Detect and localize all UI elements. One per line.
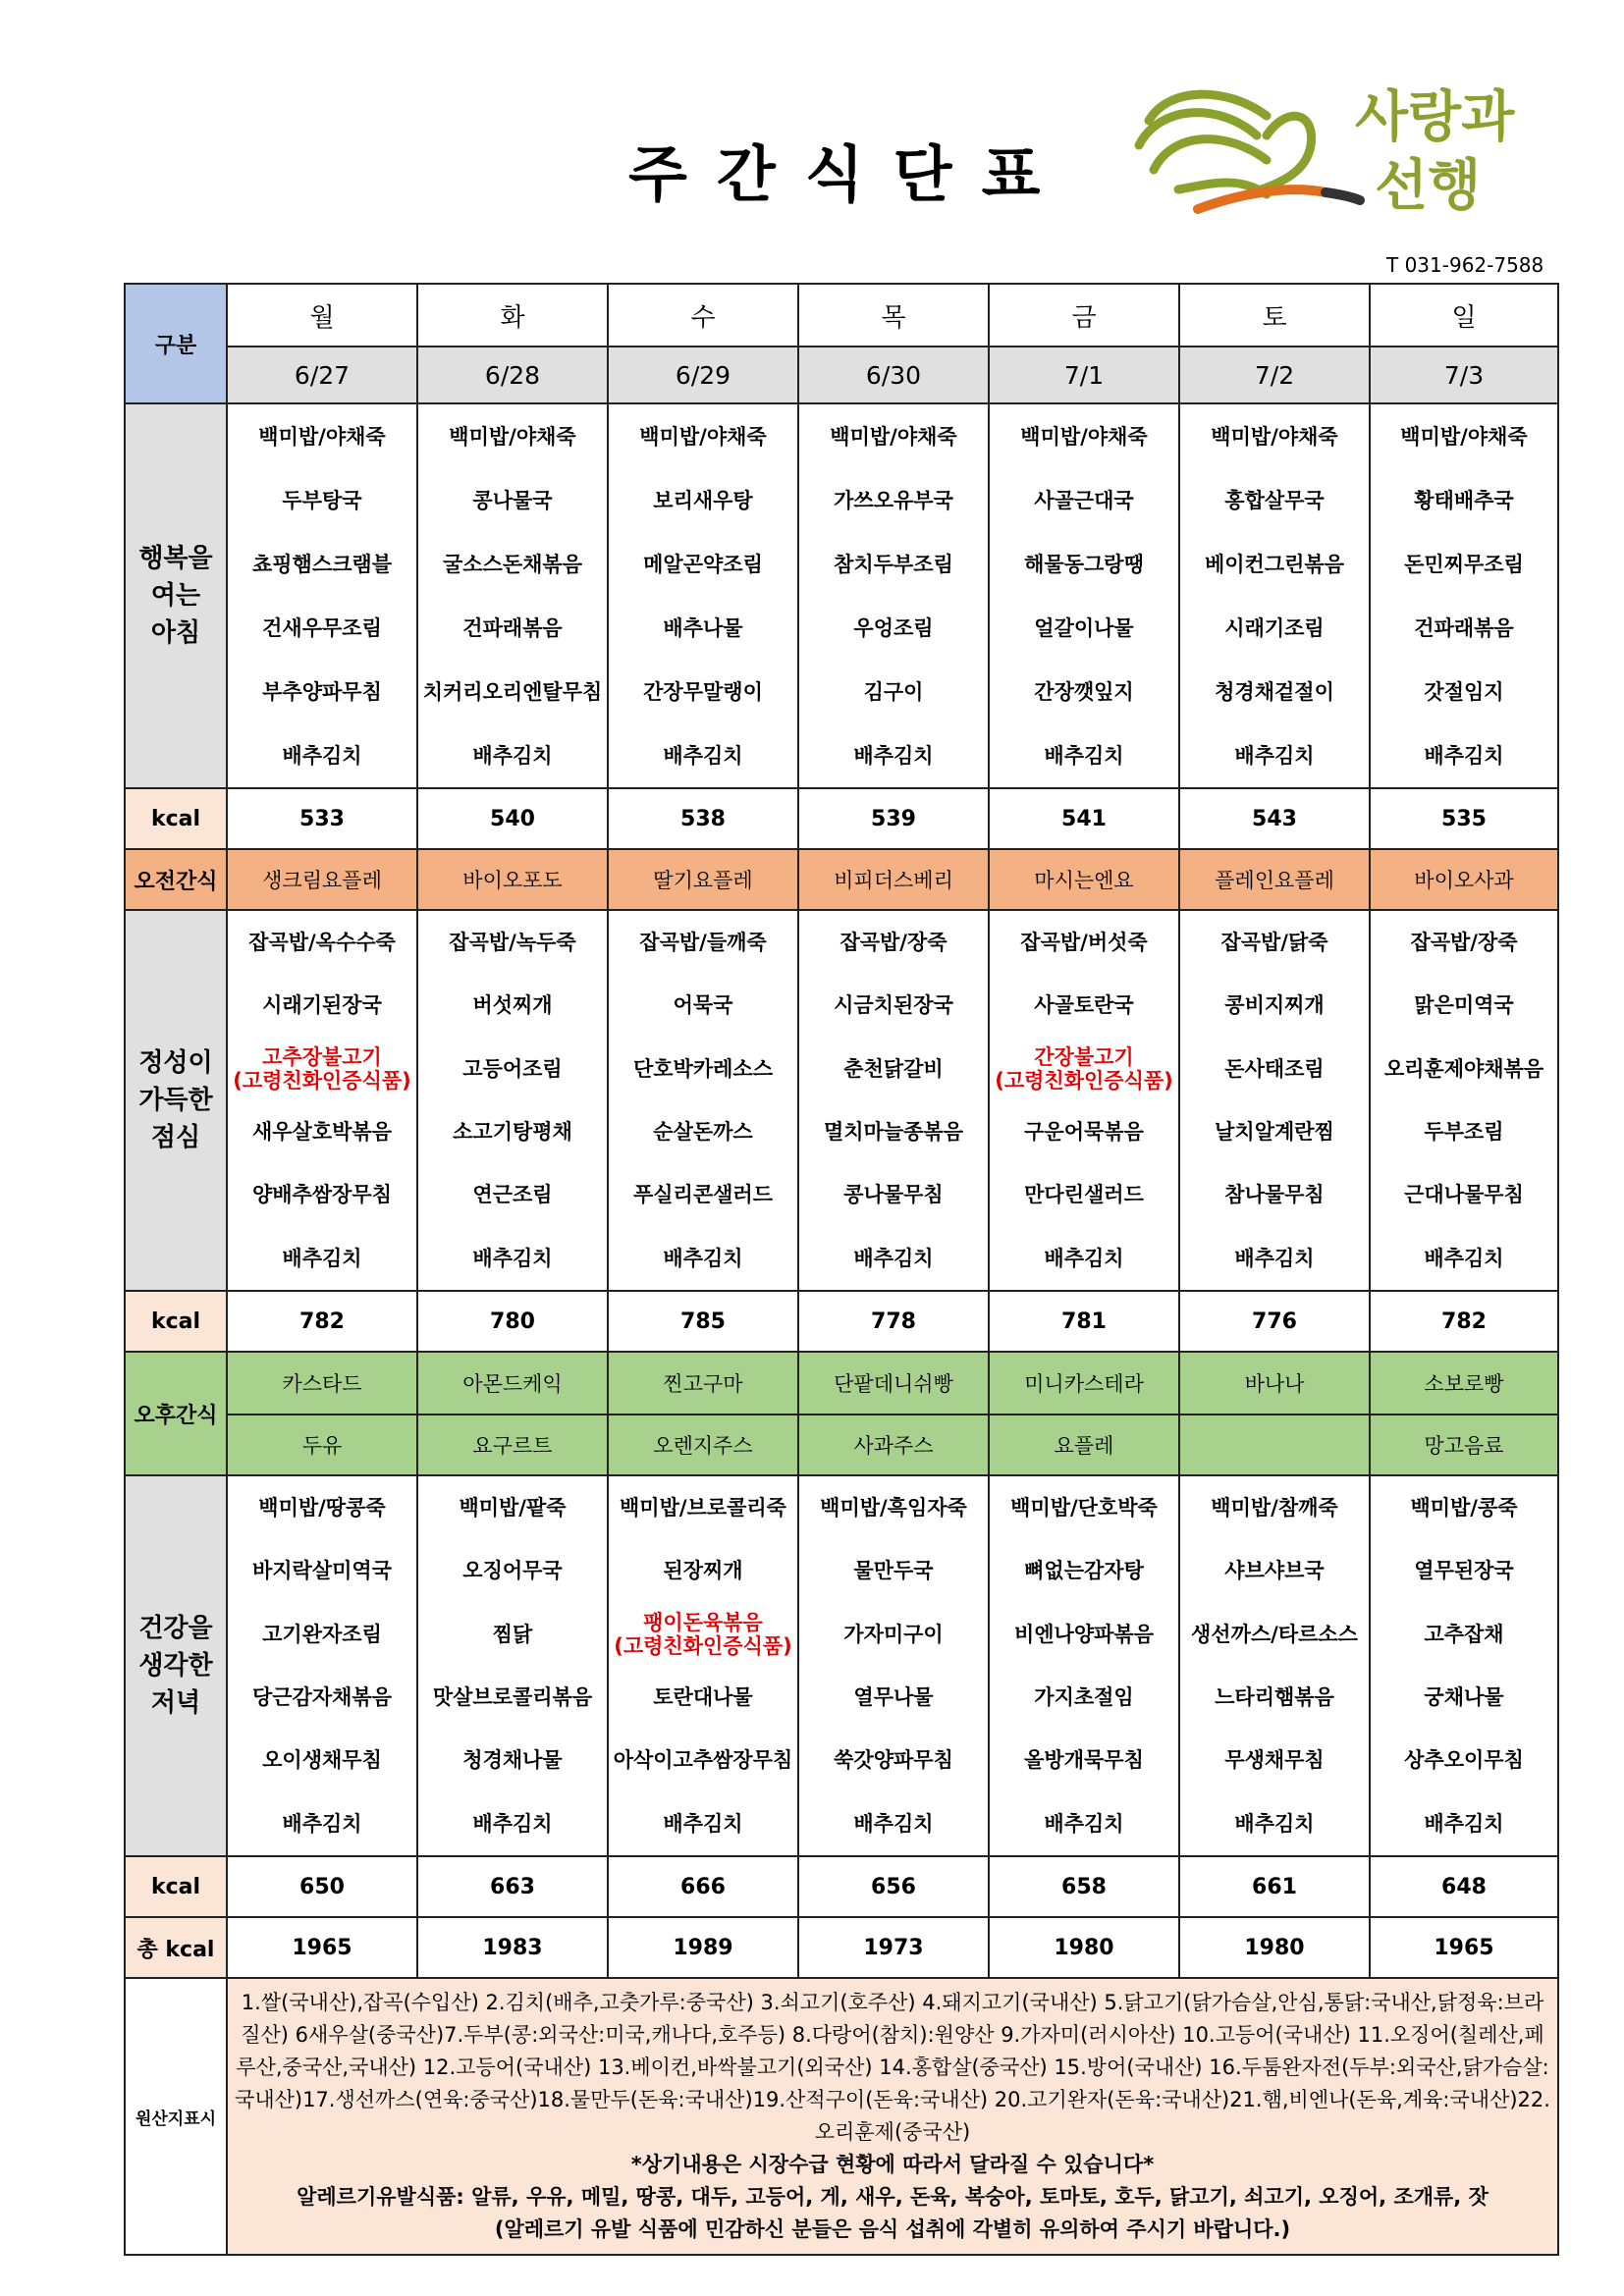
menu-item: 푸실리콘샐러드	[632, 1183, 773, 1207]
menu-item: 맛살브로콜리볶음	[432, 1685, 593, 1710]
menu-item: 배추김치	[1424, 1246, 1504, 1270]
lunch-cell	[989, 910, 1179, 1291]
day-header: 수	[608, 284, 798, 347]
date-header: 6/29	[608, 347, 798, 403]
menu-item: 느타리햄볶음	[1215, 1685, 1334, 1710]
total-kcal-value: 1989	[608, 1917, 798, 1978]
pm-snack-item: 요플레	[989, 1415, 1179, 1475]
meal-label-line: 정성이	[138, 1048, 213, 1078]
lunch-cell	[227, 910, 417, 1291]
menu-item: 바지락살미역국	[251, 1559, 392, 1583]
menu-item: 배추김치	[282, 743, 362, 768]
menu-item: 멸치마늘종볶음	[823, 1120, 963, 1145]
menu-item: 배추김치	[472, 1246, 553, 1270]
menu-item: 청경채나물	[462, 1748, 563, 1773]
menu-item: 배추김치	[1234, 1246, 1315, 1270]
day-header: 화	[417, 284, 608, 347]
breakfast-kcal-value: 543	[1179, 788, 1370, 849]
total-kcal-value: 1965	[1370, 1917, 1558, 1978]
menu-item: 가자미구이	[843, 1622, 944, 1646]
menu-item: 구운어묵볶음	[1024, 1120, 1144, 1145]
dinner-cell	[417, 1475, 608, 1856]
breakfast-cell	[1179, 403, 1370, 788]
dinner-kcal-label: kcal	[125, 1856, 227, 1917]
menu-item: 참치두부조림	[834, 552, 953, 576]
dinner-kcal-value: 661	[1179, 1856, 1370, 1917]
menu-item: 가지초절임	[1034, 1685, 1134, 1710]
am-snack-label: 오전간식	[125, 849, 227, 910]
menu-item: 청경채겉절이	[1215, 679, 1334, 704]
total-kcal-value: 1973	[798, 1917, 989, 1978]
total-kcal-value: 1965	[227, 1917, 417, 1978]
date-header: 6/30	[798, 347, 989, 403]
menu-item: 배추김치	[853, 743, 934, 768]
menu-item: 콩나물국	[472, 488, 553, 512]
pm-snack-item: 단팥데니쉬빵	[798, 1352, 989, 1415]
dinner-kcal-value: 663	[417, 1856, 608, 1917]
menu-item: 굴소스돈채볶음	[442, 552, 582, 576]
menu-item: 백미밥/야채죽	[830, 424, 957, 449]
lunch-kcal-value: 782	[1370, 1291, 1558, 1352]
dinner-cell	[608, 1475, 798, 1856]
menu-item: 우엉조림	[853, 615, 934, 640]
lunch-kcal-value: 776	[1179, 1291, 1370, 1352]
menu-item: 배추김치	[1044, 743, 1124, 768]
pm-snack-item: 사과주스	[798, 1415, 989, 1475]
menu-item: 간장무말랭이	[643, 679, 763, 704]
menu-item: 백미밥/야채죽	[639, 424, 767, 449]
lunch-kcal-value: 780	[417, 1291, 608, 1352]
dinner-label	[125, 1475, 227, 1856]
lunch-kcal-value: 785	[608, 1291, 798, 1352]
menu-item: 간장깻잎지	[1034, 679, 1134, 704]
logo	[1119, 77, 1532, 239]
total-kcal-value: 1980	[1179, 1917, 1370, 1978]
breakfast-kcal-value: 540	[417, 788, 608, 849]
menu-item: 생선까스/타르소스	[1191, 1622, 1358, 1646]
pm-snack-item: 망고음료	[1370, 1415, 1558, 1475]
menu-item: 비엔나양파볶음	[1013, 1622, 1154, 1646]
menu-item: 얼갈이나물	[1034, 615, 1134, 640]
day-header: 월	[227, 284, 417, 347]
menu-item: 사골토란국	[1034, 993, 1134, 1018]
menu-item: 잡곡밥/들깨죽	[639, 931, 767, 955]
breakfast-kcal-value: 539	[798, 788, 989, 849]
menu-item: 백미밥/브로콜리죽	[620, 1496, 786, 1521]
phone-number: T 031-962-7588	[1386, 253, 1544, 277]
breakfast-cell	[227, 403, 417, 788]
am-snack-item: 바이오포도	[417, 849, 608, 910]
menu-item: 백미밥/땅콩죽	[258, 1496, 386, 1521]
menu-item: 맑은미역국	[1414, 993, 1514, 1018]
menu-item: 날치알계란찜	[1215, 1120, 1334, 1145]
menu-item: 배추김치	[1044, 1246, 1124, 1270]
menu-item: 잡곡밥/닭죽	[1220, 931, 1328, 955]
dinner-kcal-value: 656	[798, 1856, 989, 1917]
pm-snack-item: 카스타드	[227, 1352, 417, 1415]
logo-text-line2: 선행	[1375, 154, 1482, 218]
menu-item: 고등어조림	[462, 1056, 563, 1081]
breakfast-kcal-value: 535	[1370, 788, 1558, 849]
breakfast-cell	[1370, 403, 1558, 788]
menu-item: 고기완자조림	[262, 1622, 382, 1646]
menu-item: 배추김치	[1424, 1811, 1504, 1836]
date-header: 6/27	[227, 347, 417, 403]
menu-item: 잡곡밥/옥수수죽	[248, 931, 396, 955]
breakfast-kcal-label: kcal	[125, 788, 227, 849]
menu-item: 가쓰오유부국	[834, 488, 953, 512]
menu-item: 참나물무침	[1224, 1183, 1325, 1207]
pm-snack-item: 오렌지주스	[608, 1415, 798, 1475]
pm-snack-item: 두유	[227, 1415, 417, 1475]
menu-item: 쑥갓양파무침	[834, 1748, 953, 1773]
menu-item: 백미밥/야채죽	[449, 424, 576, 449]
menu-item: 배추김치	[853, 1246, 934, 1270]
am-snack-item: 딸기요플레	[608, 849, 798, 910]
menu-item: 어묵국	[673, 993, 733, 1018]
menu-item: 버섯찌개	[472, 993, 553, 1018]
dinner-cell	[989, 1475, 1179, 1856]
menu-item: 시금치된장국	[834, 993, 953, 1018]
lunch-kcal-value: 781	[989, 1291, 1179, 1352]
day-header: 토	[1179, 284, 1370, 347]
menu-item: 돈사태조림	[1224, 1056, 1325, 1081]
logo-hands-icon	[1139, 94, 1312, 194]
menu-item: 배추김치	[1234, 743, 1315, 768]
menu-item: 단호박카레소스	[632, 1056, 773, 1081]
menu-item: 백미밥/팥죽	[459, 1496, 567, 1521]
pm-snack-item	[1179, 1415, 1370, 1475]
menu-item: 시래기된장국	[262, 993, 382, 1018]
menu-item: 사골근대국	[1034, 488, 1134, 512]
menu-item: 백미밥/야채죽	[258, 424, 386, 449]
dinner-kcal-value: 658	[989, 1856, 1179, 1917]
menu-item: 백미밥/야채죽	[1211, 424, 1338, 449]
date-header: 6/28	[417, 347, 608, 403]
am-snack-item: 바이오사과	[1370, 849, 1558, 910]
total-kcal-label: 총 kcal	[125, 1917, 227, 1978]
menu-item: 백미밥/야채죽	[1020, 424, 1148, 449]
menu-item: 고추장불고기 (고령친화인증식품)	[233, 1044, 411, 1093]
day-header: 목	[798, 284, 989, 347]
date-header: 7/3	[1370, 347, 1558, 403]
am-snack-item: 플레인요플레	[1179, 849, 1370, 910]
menu-item: 오징어무국	[462, 1559, 563, 1583]
menu-item: 메알곤약조림	[643, 552, 763, 576]
origin-notice3: (알레르기 유발 식품에 민감하신 분들은 음식 섭취에 각별히 유의하여 주시기 바랍니다.)	[494, 2217, 1291, 2241]
menu-item: 찜닭	[492, 1622, 533, 1646]
menu-item: 간장불고기 (고령친화인증식품)	[995, 1044, 1173, 1093]
menu-item: 배추김치	[282, 1811, 362, 1836]
menu-item: 잡곡밥/장죽	[839, 931, 947, 955]
menu-item: 샤브샤브국	[1224, 1559, 1325, 1583]
origin-notice1: *상기내용은 시장수급 현황에 따라서 달라질 수 있습니다*	[630, 2153, 1155, 2176]
lunch-kcal-label: kcal	[125, 1291, 227, 1352]
pm-snack-item: 소보로빵	[1370, 1352, 1558, 1415]
pm-snack-label: 오후간식	[125, 1352, 227, 1475]
meal-label-line: 아침	[150, 618, 201, 648]
menu-item: 아삭이고추쌈장무침	[613, 1748, 793, 1773]
menu-item: 김구이	[863, 679, 924, 704]
meal-label-line: 여는	[150, 581, 201, 611]
pm-snack-item: 미니카스테라	[989, 1352, 1179, 1415]
lunch-cell	[1370, 910, 1558, 1291]
dinner-cell	[798, 1475, 989, 1856]
menu-item: 부추양파무침	[262, 679, 382, 704]
breakfast-cell	[608, 403, 798, 788]
menu-item: 토란대나물	[653, 1685, 753, 1710]
lunch-cell	[1179, 910, 1370, 1291]
lunch-cell	[608, 910, 798, 1291]
breakfast-kcal-value: 533	[227, 788, 417, 849]
date-header: 7/1	[989, 347, 1179, 403]
menu-item: 콩비지찌개	[1224, 993, 1325, 1018]
total-kcal-value: 1983	[417, 1917, 608, 1978]
dinner-kcal-value: 666	[608, 1856, 798, 1917]
menu-item: 배추나물	[663, 615, 743, 640]
menu-item: 배추김치	[1044, 1811, 1124, 1836]
meal-label-line: 생각한	[138, 1651, 213, 1681]
menu-item: 오리훈제야채볶음	[1383, 1056, 1544, 1081]
lunch-kcal-value: 782	[227, 1291, 417, 1352]
menu-item: 배추김치	[472, 743, 553, 768]
gubun-header: 구분	[125, 284, 227, 403]
menu-item: 건새우무조림	[262, 615, 382, 640]
menu-item: 잡곡밥/녹두죽	[449, 931, 576, 955]
breakfast-kcal-value: 538	[608, 788, 798, 849]
dinner-cell	[1179, 1475, 1370, 1856]
menu-item: 잡곡밥/버섯죽	[1020, 931, 1148, 955]
menu-item: 새우살호박볶음	[251, 1120, 392, 1145]
menu-item: 백미밥/야채죽	[1400, 424, 1528, 449]
pm-snack-item: 아몬드케익	[417, 1352, 608, 1415]
menu-item: 배추김치	[472, 1811, 553, 1836]
menu-item: 시래기조림	[1224, 615, 1325, 640]
menu-item: 홍합살무국	[1224, 488, 1325, 512]
pm-snack-item: 요구르트	[417, 1415, 608, 1475]
breakfast-cell	[798, 403, 989, 788]
breakfast-label	[125, 403, 227, 788]
menu-item: 건파래볶음	[1414, 615, 1514, 640]
pm-snack-item: 찐고구마	[608, 1352, 798, 1415]
menu-item: 된장찌개	[663, 1559, 743, 1583]
menu-item: 백미밥/흑임자죽	[820, 1496, 967, 1521]
meal-label-line: 점심	[150, 1123, 201, 1152]
menu-item: 만다린샐러드	[1024, 1183, 1144, 1207]
menu-item: 순살돈까스	[653, 1120, 753, 1145]
menu-item: 쵸핑햄스크램블	[251, 552, 392, 576]
lunch-label	[125, 910, 227, 1291]
meal-label-line: 가득한	[138, 1086, 213, 1115]
menu-item: 고추잡채	[1424, 1622, 1504, 1646]
menu-item: 백미밥/참깨죽	[1211, 1496, 1338, 1521]
menu-item: 근대나물무침	[1404, 1183, 1524, 1207]
menu-item: 배추김치	[663, 1246, 743, 1270]
meal-label-line: 행복을	[138, 544, 213, 573]
lunch-kcal-value: 778	[798, 1291, 989, 1352]
meal-label-line: 건강을	[138, 1614, 213, 1643]
origin-text: 1.쌀(국내산),잡곡(수입산) 2.김치(배추,고춧가루:중국산) 3.쇠고기(호주산) 4.돼지고기(국내산) 5.닭고기(닭가슴살,안심,통닭:국내산,닭정육:브라질산) 6새우살(중국산)7.두부(콩:외국산:미국,캐나다,호주등) 8.다랑어(참치):원양산 9.가자미(러시아산) 10.고등어(국내산) 11.오징어(칠레산,페루산,중국산,국내산) 12.고등어(국내산) 13.베이컨,바싹불고기(외국산) 14.홍합살(중국산) 15.방어(국내산) 16.두툼완자전(두부:외국산,닭가슴살:국내산)17.생선까스(연육:중국산)18.물만두(돈육:국내산)19.산적구이(돈육:국내산) 20.고기완자(돈육:국내산)21.햄,비엔나(돈육,계육:국내산)22.오리훈제(중국산)	[235, 1991, 1550, 2144]
menu-item: 배추김치	[282, 1246, 362, 1270]
menu-item: 궁채나물	[1424, 1685, 1504, 1710]
total-kcal-value: 1980	[989, 1917, 1179, 1978]
dinner-cell	[227, 1475, 417, 1856]
menu-item: 상추오이무침	[1404, 1748, 1524, 1773]
menu-item: 백미밥/단호박죽	[1010, 1496, 1158, 1521]
menu-item: 올방개묵무침	[1024, 1748, 1144, 1773]
origin-label: 원산지표시	[125, 1978, 227, 2255]
menu-item: 배추김치	[663, 743, 743, 768]
date-header: 7/2	[1179, 347, 1370, 403]
menu-item: 물만두국	[853, 1559, 934, 1583]
menu-item: 오이생채무침	[262, 1748, 382, 1773]
am-snack-item: 마시는엔요	[989, 849, 1179, 910]
menu-item: 황태배추국	[1414, 488, 1514, 512]
menu-item: 갓절임지	[1424, 679, 1504, 704]
menu-item: 양배추쌈장무침	[251, 1183, 392, 1207]
dinner-kcal-value: 648	[1370, 1856, 1558, 1917]
menu-item: 돈민찌무조림	[1404, 552, 1524, 576]
menu-item: 콩나물무침	[843, 1183, 944, 1207]
menu-item: 두부탕국	[282, 488, 362, 512]
menu-item: 열무나물	[853, 1685, 934, 1710]
origin-text-cell	[227, 1978, 1558, 2255]
menu-item: 베이컨그린볶음	[1204, 552, 1344, 576]
menu-item: 뼈없는감자탕	[1024, 1559, 1144, 1583]
meal-label-line: 저녁	[150, 1688, 201, 1718]
day-header: 일	[1370, 284, 1558, 347]
menu-item: 팽이돈육볶음 (고령친화인증식품)	[614, 1610, 792, 1658]
menu-item: 열무된장국	[1414, 1559, 1514, 1583]
dinner-cell	[1370, 1475, 1558, 1856]
menu-item: 치커리오리엔탈무침	[422, 679, 603, 704]
lunch-cell	[417, 910, 608, 1291]
breakfast-kcal-value: 541	[989, 788, 1179, 849]
breakfast-cell	[989, 403, 1179, 788]
menu-item: 두부조림	[1424, 1120, 1504, 1145]
logo-text-line1: 사랑과	[1355, 85, 1515, 149]
menu-item: 배추김치	[663, 1811, 743, 1836]
breakfast-cell	[417, 403, 608, 788]
menu-item: 연근조림	[472, 1183, 553, 1207]
am-snack-item: 생크림요플레	[227, 849, 417, 910]
menu-item: 건파래볶음	[462, 615, 563, 640]
menu-item: 보리새우탕	[653, 488, 753, 512]
lunch-cell	[798, 910, 989, 1291]
menu-item: 소고기탕평채	[453, 1120, 572, 1145]
menu-item: 배추김치	[853, 1811, 934, 1836]
menu-item: 배추김치	[1234, 1811, 1315, 1836]
page-title: 주간식단표	[628, 138, 1070, 210]
weekly-menu-table	[124, 283, 1559, 2256]
menu-item: 춘천닭갈비	[843, 1056, 944, 1081]
am-snack-item: 비피더스베리	[798, 849, 989, 910]
menu-item: 배추김치	[1424, 743, 1504, 768]
dinner-kcal-value: 650	[227, 1856, 417, 1917]
menu-item: 당근감자채볶음	[251, 1685, 392, 1710]
pm-snack-item: 바나나	[1179, 1352, 1370, 1415]
origin-notice2: 알레르기유발식품: 알류, 우유, 메밀, 땅콩, 대두, 고등어, 게, 새우, 돈육, 복숭아, 토마토, 호두, 닭고기, 쇠고기, 오징어, 조개류, 잣	[297, 2185, 1489, 2209]
menu-item: 해물동그랑땡	[1024, 552, 1144, 576]
day-header: 금	[989, 284, 1179, 347]
menu-item: 무생채무침	[1224, 1748, 1325, 1773]
menu-item: 백미밥/콩죽	[1410, 1496, 1518, 1521]
menu-item: 잡곡밥/장죽	[1410, 931, 1518, 955]
